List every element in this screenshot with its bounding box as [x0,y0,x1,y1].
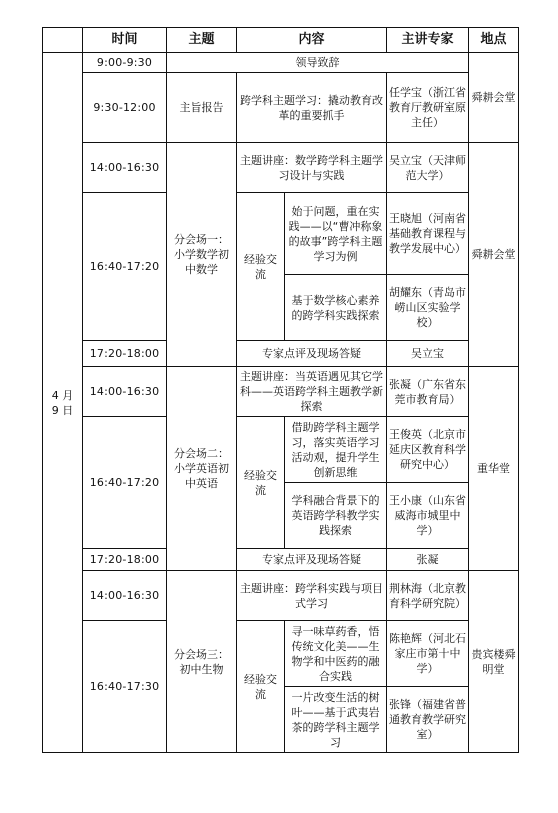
table-row [43,53,519,73]
expert-cell: 荆林海（北京教育科学研究院） [387,571,469,621]
header-theme: 主题 [167,28,237,53]
expert-cell: 吴立宝 [387,341,469,367]
table-row [43,341,519,367]
location-cell: 贵宾楼舜明堂 [469,571,519,753]
session-theme-cell: 分会场三：初中生物 [167,571,237,753]
review-content: 专家点评及现场答疑 [237,549,387,571]
table-row [43,417,519,483]
table-row [43,367,519,417]
table-row [43,193,519,275]
expert-cell: 张锋（福建省普通教育教学研究室） [387,687,469,753]
header-date [43,28,83,53]
keynote-content: 跨学科主题学习：撬动教育改革的重要抓手 [237,73,387,143]
header-time: 时间 [83,28,167,53]
time-cell: 16:40-17:30 [83,621,167,753]
exchange-content: 寻一味草药香，悟传统文化美——生物学和中医药的融合实践 [285,621,387,687]
exchange-content: 基于数学核心素养的跨学科实践探索 [285,275,387,341]
time-cell: 14:00-16:30 [83,571,167,621]
exchange-content: 始于问题，重在实践——以“曹冲称象的故事”跨学科主题学习为例 [285,193,387,275]
session-theme-cell: 分会场二：小学英语初中英语 [167,367,237,571]
exchange-content: 借助跨学科主题学习，落实英语学习活动观，提升学生创新思维 [285,417,387,483]
time-cell: 17:20-18:00 [83,549,167,571]
exchange-content: 学科融合背景下的英语跨学科教学实践探索 [285,483,387,549]
lecture-content: 主题讲座：当英语遇见其它学科——英语跨学科主题教学新探索 [237,367,387,417]
review-content: 专家点评及现场答疑 [237,341,387,367]
time-cell: 17:20-18:00 [83,341,167,367]
exchange-content: 一片改变生活的树叶——基于武夷岩茶的跨学科主题学习 [285,687,387,753]
header-expert: 主讲专家 [387,28,469,53]
time-cell: 9:30-12:00 [83,73,167,143]
date-cell [43,53,83,753]
table-row [43,549,519,571]
table-row [43,571,519,621]
date-day: 9 日 [51,403,74,417]
time-cell: 16:40-17:20 [83,193,167,341]
location-cell: 舜耕会堂 [469,143,519,367]
time-cell: 14:00-16:30 [83,367,167,417]
expert-cell: 王俊英（北京市延庆区教育科学研究中心） [387,417,469,483]
schedule-table [42,27,519,753]
session-theme-cell: 分会场一：小学数学初中数学 [167,143,237,367]
time-cell: 9:00-9:30 [83,53,167,73]
expert-cell: 王晓旭（河南省基础教育课程与教学发展中心） [387,193,469,275]
header-row [43,28,519,53]
opening-content: 领导致辞 [167,53,469,73]
header-content: 内容 [237,28,387,53]
expert-cell: 胡耀东（青岛市崂山区实验学校） [387,275,469,341]
lecture-content: 主题讲座：跨学科实践与项目式学习 [237,571,387,621]
expert-cell: 张凝（广东省东莞市教育局） [387,367,469,417]
table-row [43,621,519,687]
expert-cell: 张凝 [387,549,469,571]
time-cell: 14:00-16:30 [83,143,167,193]
time-cell: 16:40-17:20 [83,417,167,549]
theme-cell: 主旨报告 [167,73,237,143]
date-month: 4 月 [51,388,74,402]
location-cell: 重华堂 [469,367,519,571]
exchange-label-cell: 经验交流 [237,417,285,549]
header-location: 地点 [469,28,519,53]
expert-cell: 王小康（山东省威海市城里中学） [387,483,469,549]
expert-cell: 吴立宝（天津师范大学） [387,143,469,193]
expert-cell: 陈艳辉（河北石家庄市第十中学） [387,621,469,687]
exchange-label-cell: 经验交流 [237,621,285,753]
lecture-content: 主题讲座：数学跨学科主题学习设计与实践 [237,143,387,193]
expert-cell: 任学宝（浙江省教育厅教研室原主任） [387,73,469,143]
table-row [43,73,519,143]
exchange-label-cell: 经验交流 [237,193,285,341]
location-cell: 舜耕会堂 [469,53,519,143]
table-row [43,143,519,193]
